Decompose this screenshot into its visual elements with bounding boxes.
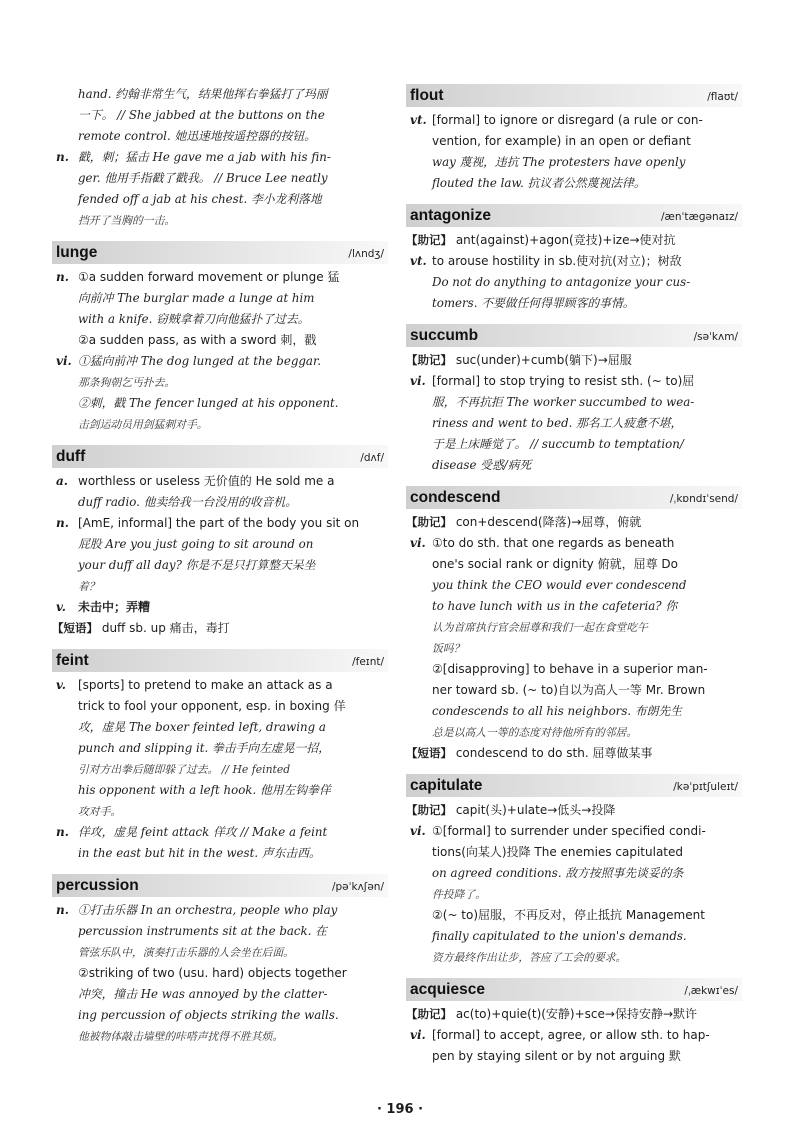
phrase-text: condescend to do sth. 屈尊做某事 <box>455 746 653 760</box>
sense-text: ①[formal] to surrender under specified condi- <box>432 824 706 838</box>
headword: duff <box>56 448 86 465</box>
pos-label: vi. <box>410 374 426 388</box>
sense-line: 屁股 Are you just going to sit around on <box>78 537 314 551</box>
pos-label: vi. <box>410 536 426 550</box>
headword: feint <box>56 652 89 669</box>
entry-feint <box>52 649 388 864</box>
sense-line: one's social rank or dignity 俯就，屈尊 Do <box>432 557 678 571</box>
sense-line: 那条狗朝乞丐扑去。 <box>78 376 176 389</box>
entry-succumb <box>406 324 742 476</box>
phonetic: /kəˈpɪtʃuleɪt/ <box>673 781 738 793</box>
pos-label: n. <box>56 903 69 917</box>
phonetic: /ˌækwɪˈes/ <box>684 985 738 997</box>
left-column <box>52 84 388 1057</box>
sense-line: 向前冲 The burglar made a lunge at him <box>78 291 315 305</box>
pos-label: n. <box>56 150 69 164</box>
sense-line: tomers. 不要做任何得罪顾客的事情。 <box>432 296 635 310</box>
entry-header <box>406 324 742 347</box>
memo-line <box>406 512 742 533</box>
sense-text: ①猛向前冲 The dog lunged at the beggar. <box>78 354 322 368</box>
phonetic: /lʌndʒ/ <box>348 248 384 260</box>
entry-header <box>52 445 388 468</box>
sense-text: [formal] to stop trying to resist sth. (~ to)屈 <box>432 374 695 388</box>
sense-line <box>52 147 388 168</box>
entry-header <box>406 486 742 509</box>
sense-line: ing percussion of objects striking the walls. <box>78 1008 339 1022</box>
memo-tag: 【助记】 <box>406 1007 452 1021</box>
fragment-line: remote control. 她迅速地按遥控器的按钮。 <box>78 129 317 143</box>
sense-line: vention, for example) in an open or defiant <box>432 134 691 148</box>
pos-label: n. <box>56 270 69 284</box>
pos-label: vt. <box>410 113 427 127</box>
sense-text: [formal] to accept, agree, or allow sth. to hap- <box>432 1028 710 1042</box>
entry-header <box>406 978 742 1001</box>
memo-tag: 【助记】 <box>406 353 452 367</box>
memo-line <box>406 1004 742 1025</box>
sense-text: 佯攻，虚晃 feint attack 佯攻 // Make a feint <box>78 825 328 839</box>
sense-line: disease 受惑/病死 <box>432 458 532 472</box>
sense-line: 资方最终作出让步，答应了工会的要求。 <box>432 951 627 964</box>
sense-line: you think the CEO would ever condescend <box>432 578 687 592</box>
memo-tag: 【助记】 <box>406 803 452 817</box>
sense-line: way 蔑视，违抗 The protesters have openly <box>432 155 686 169</box>
sense-line: 服，不再抗拒 The worker succumbed to wea- <box>432 395 695 409</box>
sense-text: ①to do sth. that one regards as beneath <box>432 536 675 550</box>
sense-line: 击剑运动员用剑猛刺对手。 <box>78 418 208 431</box>
pos-label: n. <box>56 825 69 839</box>
sense-line: with a knife. 窃贼拿着刀向他猛扑了过去。 <box>78 312 310 326</box>
entry-jab-continued <box>52 84 388 231</box>
entry-header <box>406 774 742 797</box>
headword: succumb <box>410 327 479 344</box>
phonetic: /ænˈtæɡənaɪz/ <box>661 211 738 223</box>
pos-label: vi. <box>56 354 72 368</box>
sense-line <box>52 675 388 696</box>
sense-line: 攻，虚晃 The boxer feinted left, drawing a <box>78 720 326 734</box>
sense-line: pen by staying silent or by not arguing 默 <box>432 1049 681 1063</box>
sense-text: ①a sudden forward movement or plunge 猛 <box>78 270 340 284</box>
memo-text: ac(to)+quie(t)(安静)+sce→保持安静→默许 <box>455 1007 698 1021</box>
sense-text: 戳，刺；猛击 He gave me a jab with his fin- <box>78 150 331 164</box>
sense-line: on agreed conditions. 敌方按照事先谈妥的条 <box>432 866 684 880</box>
fragment-line: 一下。 // She jabbed at the buttons on the <box>78 108 325 122</box>
headword: capitulate <box>410 777 483 794</box>
sense-text: [sports] to pretend to make an attack as a <box>78 678 333 692</box>
memo-line <box>406 350 742 371</box>
pos-label: vi. <box>410 824 426 838</box>
entry-lunge <box>52 241 388 435</box>
sense-line <box>52 900 388 921</box>
sense-text: to arouse hostility in sb.使对抗(对立)；树敌 <box>432 254 682 268</box>
sense-line <box>52 513 388 534</box>
sense-line: 冲突，撞击 He was annoyed by the clatter- <box>78 987 328 1001</box>
memo-tag: 【助记】 <box>406 233 452 247</box>
sense-line <box>52 822 388 843</box>
phrase-tag: 【短语】 <box>406 746 452 760</box>
phrase-line <box>52 618 388 639</box>
headword: antagonize <box>410 207 491 224</box>
memo-text: capit(头)+ulate→低头→投降 <box>455 803 616 817</box>
sense-line: 管弦乐队中，演奏打击乐器的人会坐在后面。 <box>78 946 294 959</box>
sense-line: 饭吗？ <box>432 642 465 655</box>
phonetic: /səˈkʌm/ <box>693 331 738 343</box>
sense-line: in the east but hit in the west. 声东击西。 <box>78 846 321 860</box>
memo-text: ant(against)+agon(竞技)+ize→使对抗 <box>455 233 676 247</box>
memo-text: con+descend(降落)→屈尊，俯就 <box>455 515 642 529</box>
sense-line <box>406 1025 742 1046</box>
entry-header <box>52 649 388 672</box>
pos-label: v. <box>56 600 66 614</box>
sense-line: duff radio. 他卖给我一台没用的收音机。 <box>78 495 298 509</box>
sense-line: 认为首席执行官会屈尊和我们一起在食堂吃午 <box>432 621 648 634</box>
sense-line: ②[disapproving] to behave in a superior man- <box>432 662 708 676</box>
sense-text: [formal] to ignore or disregard (a rule or con- <box>432 113 703 127</box>
pos-label: v. <box>56 678 66 692</box>
sense-line <box>406 821 742 842</box>
headword: acquiesce <box>410 981 485 998</box>
sense-line: flouted the law. 抗议者公然蔑视法律。 <box>432 176 646 190</box>
sense-line <box>52 351 388 372</box>
sense-line: percussion instruments sit at the back. 在 <box>78 924 327 938</box>
memo-line <box>406 230 742 251</box>
memo-tag: 【助记】 <box>406 515 452 529</box>
sense-line: to have lunch with us in the cafeteria? 你 <box>432 599 678 613</box>
phonetic: /flaʊt/ <box>707 91 738 103</box>
sense-line: 攻对手。 <box>78 805 122 818</box>
headword: condescend <box>410 489 501 506</box>
sense-line: ②刺，戳 The fencer lunged at his opponent. <box>78 396 339 410</box>
right-column <box>406 84 742 1077</box>
entry-capitulate <box>406 774 742 968</box>
sense-line: riness and went to bed. 那名工人疲惫不堪， <box>432 416 683 430</box>
memo-line <box>406 800 742 821</box>
sense-line: 他被物体敲击墙壁的咔嗒声扰得不胜其烦。 <box>78 1030 284 1043</box>
sense-line: Do not do anything to antagonize your cus- <box>432 275 691 289</box>
sense-line: punch and slipping it. 拳击手向左虚晃一招， <box>78 741 330 755</box>
phrase-line <box>406 743 742 764</box>
page-number: · 196 · <box>376 1102 424 1117</box>
sense-line: ②a sudden pass, as with a sword 刺，戳 <box>78 333 317 347</box>
pos-label: a. <box>56 474 68 488</box>
entry-condescend <box>406 486 742 764</box>
sense-text: ①打击乐器 In an orchestra, people who play <box>78 903 338 917</box>
entry-antagonize <box>406 204 742 314</box>
phonetic: /ˌkɒndɪˈsend/ <box>669 493 738 505</box>
pos-label: vi. <box>410 1028 426 1042</box>
entry-flout <box>406 84 742 194</box>
phonetic: /pəˈkʌʃən/ <box>331 881 384 893</box>
sense-text: [AmE, informal] the part of the body you sit on <box>78 516 360 530</box>
sense-line: fended off a jab at his chest. 李小龙利落地 <box>78 192 322 206</box>
sense-line: ger. 他用手指戳了戳我。 // Bruce Lee neatly <box>78 171 328 185</box>
phrase-tag: 【短语】 <box>52 621 98 635</box>
fragment-line: hand. 约翰非常生气，结果他挥右拳猛打了玛丽 <box>78 87 328 101</box>
sense-line <box>52 267 388 288</box>
memo-text: suc(under)+cumb(躺下)→屈服 <box>455 353 632 367</box>
entry-header <box>52 241 388 264</box>
entry-duff <box>52 445 388 639</box>
sense-line: ner toward sb. (~ to)自以为高人一等 Mr. Brown <box>432 683 706 697</box>
sense-line: tions(向某人)投降 The enemies capitulated <box>432 845 683 859</box>
sense-line: 件投降了。 <box>432 888 486 901</box>
entry-percussion <box>52 874 388 1047</box>
sense-line <box>52 597 388 618</box>
sense-line: condescends to all his neighbors. 布朗先生 <box>432 704 683 718</box>
headword: percussion <box>56 877 139 894</box>
sense-line <box>406 251 742 272</box>
sense-line: 总是以高人一等的态度对待他所有的邻居。 <box>432 726 638 739</box>
pos-label: n. <box>56 516 69 530</box>
phonetic: /dʌf/ <box>360 452 384 464</box>
sense-line: trick to fool your opponent, esp. in boxing 佯 <box>78 699 346 713</box>
sense-line: ②striking of two (usu. hard) objects together <box>78 966 347 980</box>
sense-line <box>406 371 742 392</box>
headword: flout <box>410 87 444 104</box>
entry-acquiesce <box>406 978 742 1067</box>
sense-line: 于是上床睡觉了。 // succumb to temptation/ <box>432 437 684 451</box>
headword: lunge <box>56 244 98 261</box>
sense-line: 引对方出拳后随即躲了过去。 // He feinted <box>78 763 291 776</box>
phonetic: /feɪnt/ <box>352 656 384 668</box>
sense-line: his opponent with a left hook. 他用左钩拳佯 <box>78 783 331 797</box>
sense-line <box>406 110 742 131</box>
entry-header <box>406 204 742 227</box>
entry-header <box>52 874 388 897</box>
sense-line: 挡开了当胸的一击。 <box>78 214 176 227</box>
entry-header <box>406 84 742 107</box>
phrase-text: duff sb. up 痛击，毒打 <box>101 621 230 635</box>
sense-line: your duff all day? 你是不是只打算整天呆坐 <box>78 558 316 572</box>
sense-line: finally capitulated to the union's demands. <box>432 929 687 943</box>
sense-line: 着？ <box>78 580 100 593</box>
pos-label: vt. <box>410 254 427 268</box>
sense-text: worthless or useless 无价值的 He sold me a <box>78 474 335 488</box>
sense-line <box>52 471 388 492</box>
sense-text: 未击中；弄糟 <box>78 600 151 614</box>
sense-line: ②(~ to)屈服，不再反对，停止抵抗 Management <box>432 908 705 922</box>
sense-line <box>406 533 742 554</box>
